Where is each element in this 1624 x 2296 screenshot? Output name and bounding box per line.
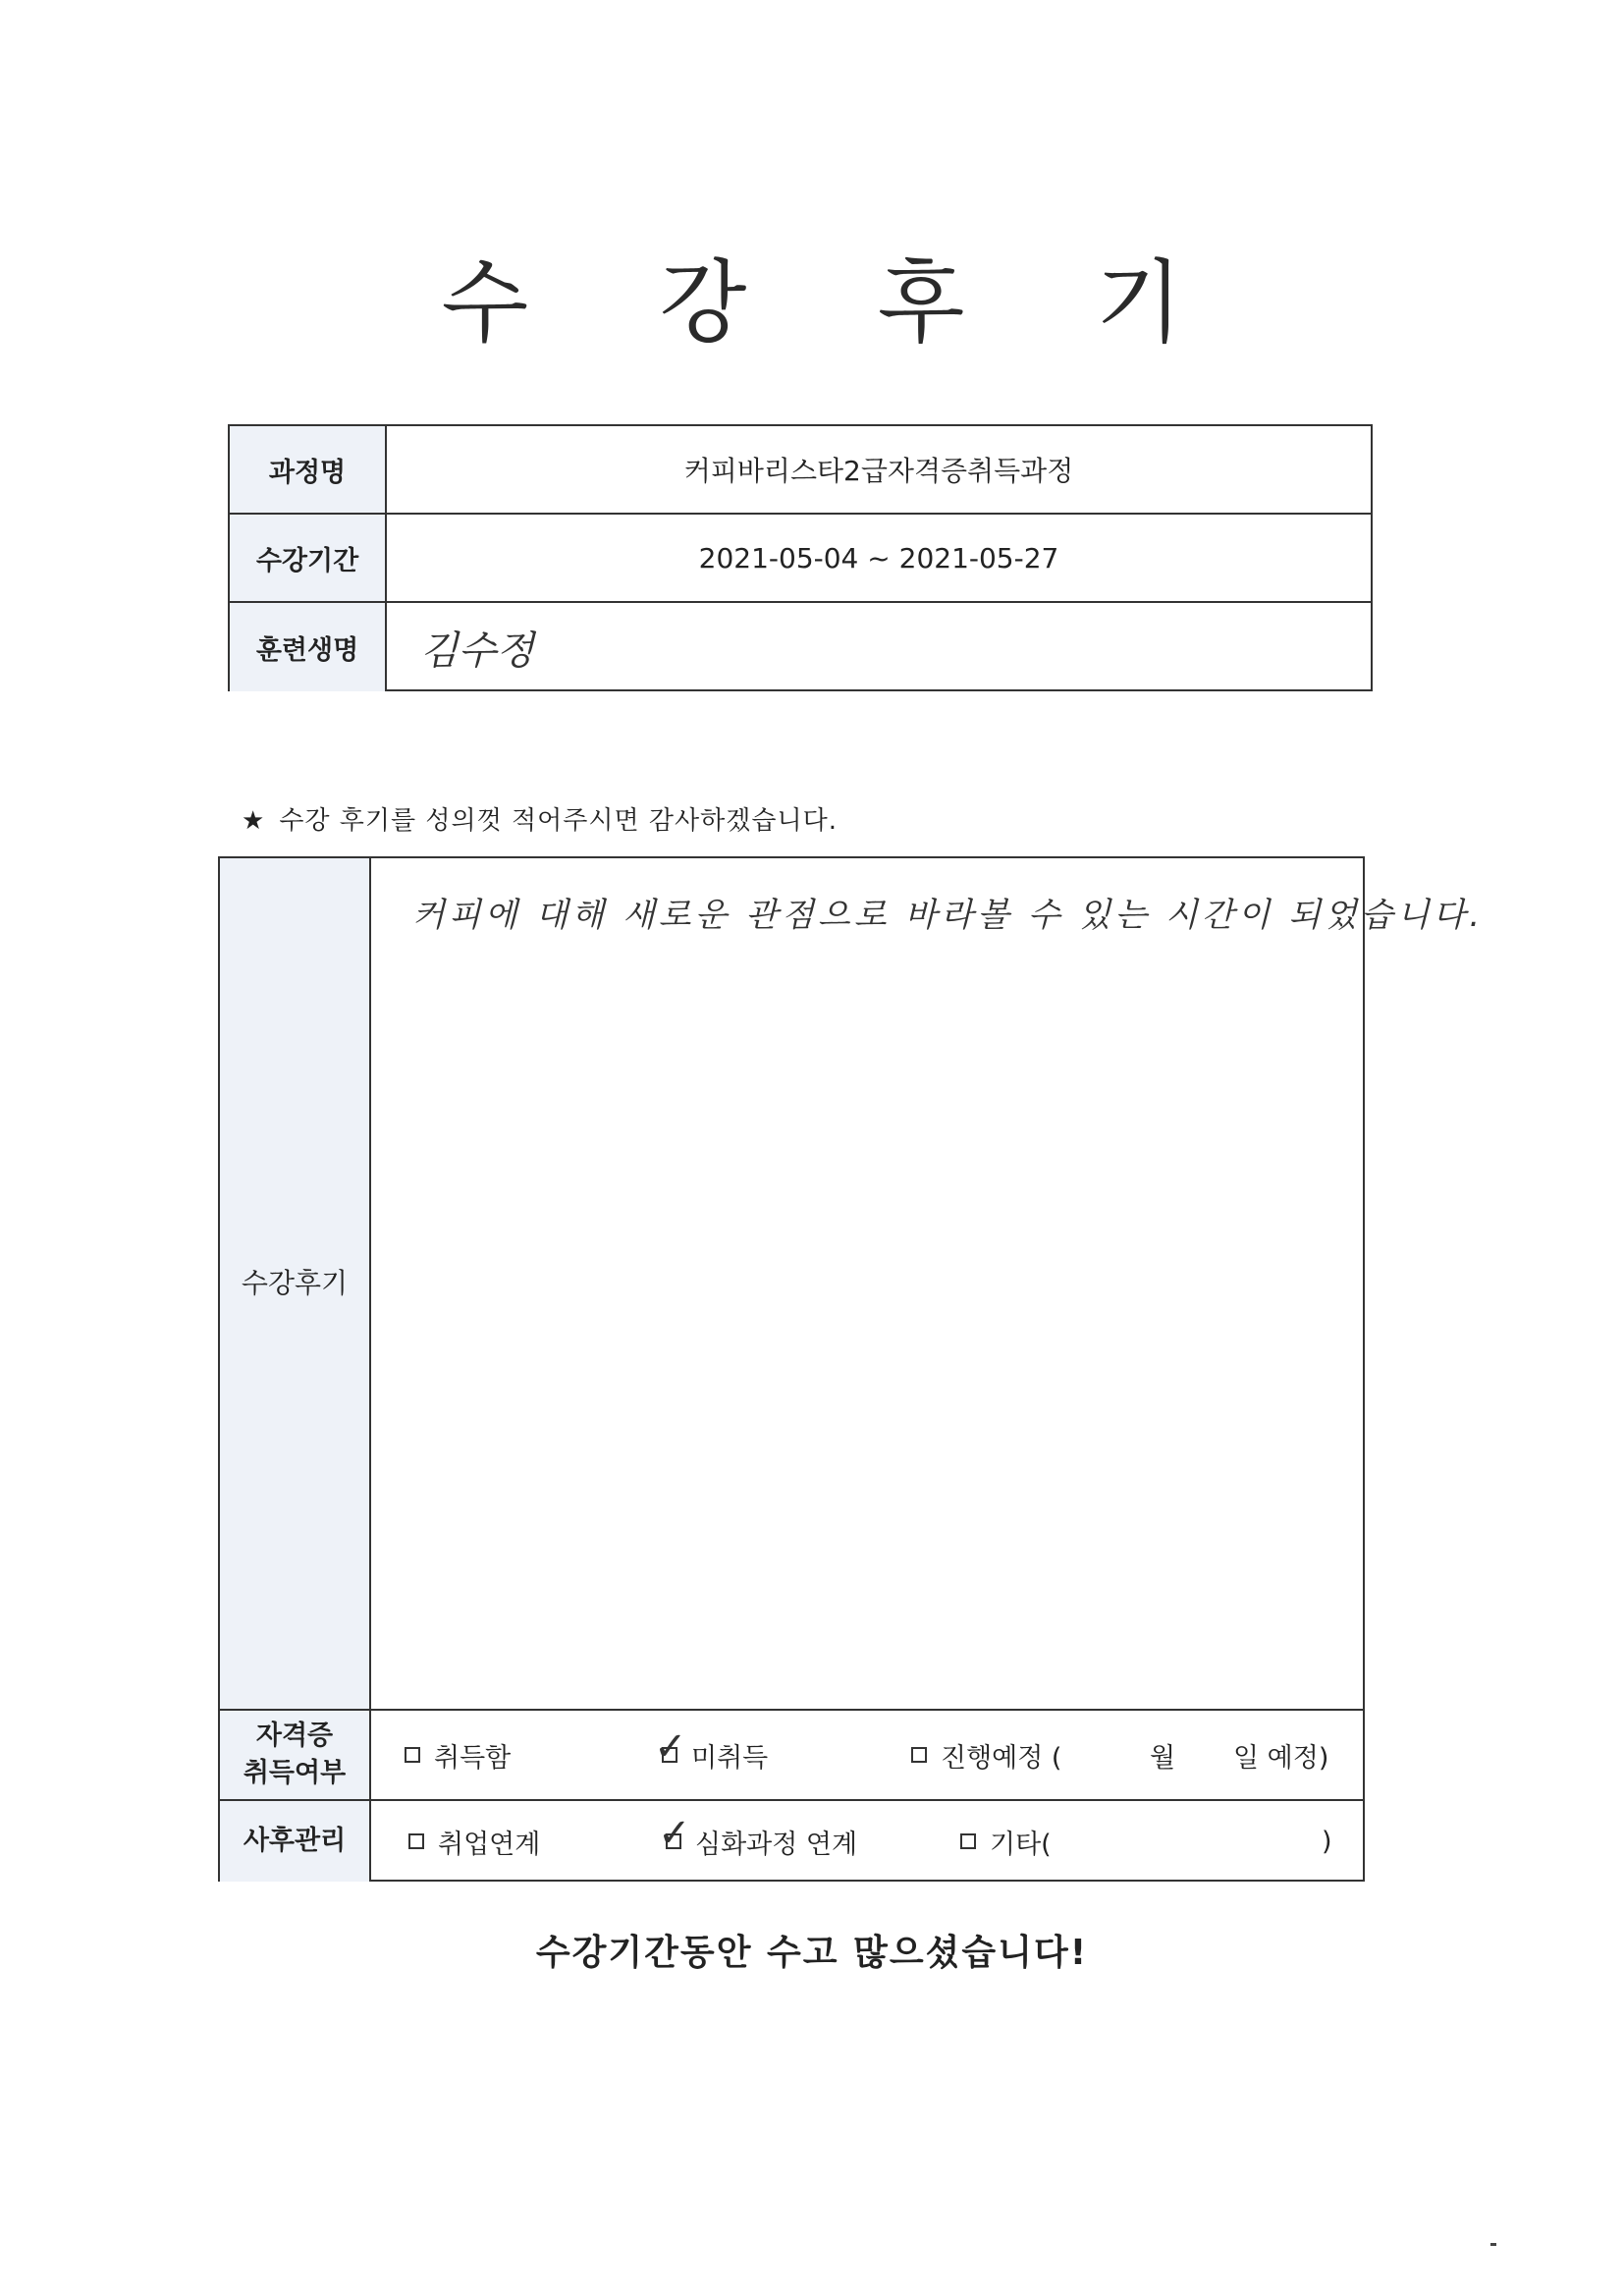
certification-row	[220, 1711, 1363, 1801]
course-info-table	[228, 424, 1373, 691]
option-in-progress[interactable]	[911, 1711, 1061, 1799]
period-label: 수강기간	[230, 515, 387, 601]
aftercare-label: 사후관리	[220, 1801, 371, 1882]
aftercare-options	[371, 1801, 1363, 1882]
option-other-label: 기타(	[990, 1829, 1052, 1860]
option-job-link-label: 취업연계	[438, 1829, 541, 1860]
scan-speck	[1490, 2243, 1496, 2246]
review-label: 수강후기	[220, 858, 371, 1709]
star-icon: ★	[242, 806, 266, 836]
checkbox-not-acquired[interactable]	[654, 1724, 687, 1770]
option-advanced-course[interactable]	[658, 1801, 858, 1882]
check-mark-icon: ✓	[654, 1724, 687, 1770]
option-not-acquired-label: 미취득	[691, 1742, 769, 1774]
page-title: 수 강 후 기	[441, 250, 1234, 355]
course-value: 커피바리스타2급자격증취득과정	[683, 455, 1074, 487]
certification-label-line2: 취득여부	[243, 1758, 347, 1788]
certification-label	[220, 1711, 371, 1799]
option-job-link[interactable]	[408, 1801, 540, 1882]
course-row	[230, 426, 1371, 515]
certification-options	[371, 1711, 1363, 1799]
planned-month-label: 월	[1150, 1742, 1176, 1774]
instruction-note	[242, 800, 838, 837]
closing-message: 수강기간동안 수고 많으셨습니다!	[535, 1933, 1089, 1973]
checkbox-other[interactable]	[960, 1833, 976, 1849]
instruction-text: 수강 후기를 성의껏 적어주시면 감사하겠습니다.	[279, 806, 838, 836]
trainee-row	[230, 603, 1371, 691]
check-mark-icon: ✓	[658, 1811, 691, 1856]
option-acquired-label: 취득함	[434, 1742, 512, 1774]
review-table	[218, 856, 1485, 1882]
option-acquired[interactable]	[405, 1711, 511, 1799]
checkbox-acquired[interactable]	[405, 1747, 420, 1763]
course-label: 과정명	[230, 426, 387, 513]
aftercare-row	[220, 1801, 1363, 1882]
planned-day-label: 일 예정)	[1233, 1742, 1329, 1774]
other-close-paren: )	[1322, 1826, 1332, 1857]
option-advanced-course-label: 심화과정 연계	[695, 1829, 858, 1860]
period-row	[230, 515, 1371, 603]
option-in-progress-label: 진행예정 (	[941, 1742, 1062, 1774]
trainee-name-handwritten: 김수정	[420, 628, 534, 674]
review-body-row	[220, 858, 1485, 1711]
checkbox-job-link[interactable]	[408, 1833, 424, 1849]
review-text-handwritten: 커피에 대해 새로운 관점으로 바라볼 수 있는 시간이 되었습니다.	[412, 896, 1485, 935]
trainee-label: 훈련생명	[230, 603, 387, 691]
period-value: 2021-05-04 ~ 2021-05-27	[698, 541, 1059, 574]
certification-label-line1: 자격증	[255, 1721, 334, 1751]
option-other[interactable]	[960, 1801, 1052, 1882]
checkbox-in-progress[interactable]	[911, 1747, 927, 1763]
option-not-acquired[interactable]	[654, 1711, 769, 1799]
checkbox-advanced-course[interactable]	[658, 1811, 691, 1856]
